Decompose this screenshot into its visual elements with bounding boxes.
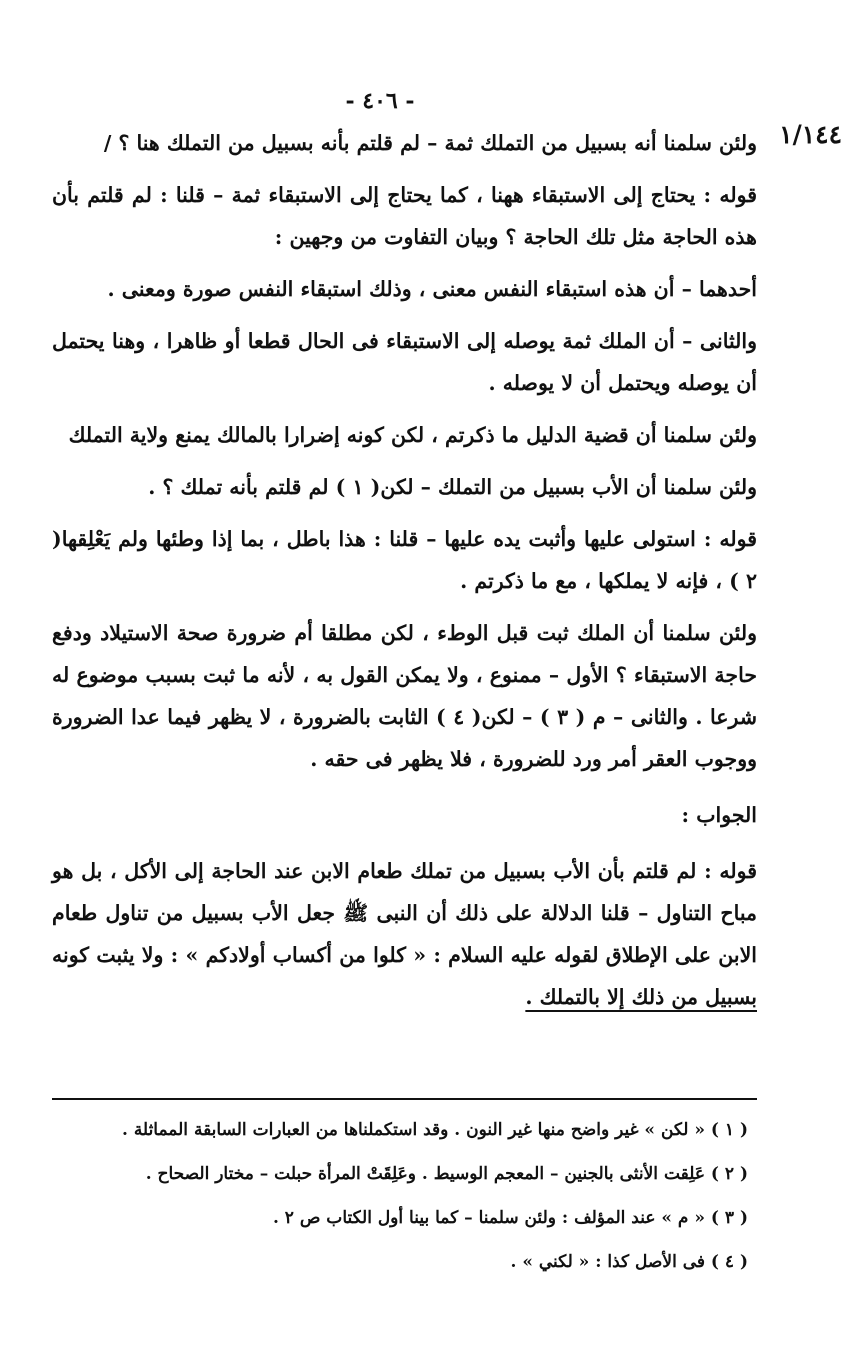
paragraph-3: أحدهما – أن هذه استبقاء النفس معنى ، وذلك استبقاء النفس صورة ومعنى . <box>107 277 757 301</box>
main-text <box>52 122 757 1018</box>
footnote-divider <box>52 1098 757 1100</box>
margin-reference: ١/١٤٤ <box>779 120 842 149</box>
page-number: - ٤٠٦ - <box>345 88 415 114</box>
answer-last-line: بسبيل من ذلك إلا بالتملك . <box>525 985 757 1009</box>
answer-paragraph <box>52 850 757 1018</box>
footnote-2: ( ٢ ) عَلِقت الأنثى بالجنين – المعجم الوسيط . وعَلِقَتْ المرأة حبلت – مختار الصحاح . <box>145 1164 748 1184</box>
answer-heading: الجواب : <box>681 803 757 827</box>
paragraph-2: قوله : يحتاج إلى الاستبقاء ههنا ، كما يحتاج إلى الاستبقاء ثمة – قلنا : لم قلتم بأن هذه الحاجة مثل تلك الحاجة ؟ وبيان التفاوت من وجهين : <box>52 183 757 249</box>
paragraph-4: والثانى – أن الملك ثمة يوصله إلى الاستبقاء فى الحال قطعا أو ظاهرا ، وهنا يحتمل أن يوصله ويحتمل أن لا يوصله . <box>52 329 757 395</box>
footnote-3: ( ٣ ) « م » عند المؤلف : ولئن سلمنا – كما بينا أول الكتاب ص ٢ . <box>272 1208 748 1228</box>
paragraph-8: ولئن سلمنا أن الملك ثبت قبل الوطء ، لكن مطلقا أم ضرورة صحة الاستيلاد ودفع حاجة الاستبقاء ؟ الأول – ممنوع ، ولا يمكن القول به ، لأنه ما ثبت بسبب موضوع له شرعا . والثانى – م ( ٣ ) – لكن( ٤ ) الثابت بالضرورة ، لا يظهر فيما عدا الضرورة ووجوب العقر أمر ورد للضرورة ، فلا يظهر فى حقه . <box>52 621 757 771</box>
paragraph-5: ولئن سلمنا أن قضية الدليل ما ذكرتم ، لكن كونه إضرارا بالمالك يمنع ولاية التملك <box>68 423 757 447</box>
footnotes <box>52 1108 752 1284</box>
paragraph-1: ولئن سلمنا أنه بسبيل من التملك ثمة – لم قلتم بأنه بسبيل من التملك هنا ؟ / <box>103 131 757 155</box>
footnote-4: ( ٤ ) فى الأصل كذا : « لكني » . <box>510 1252 748 1272</box>
answer-text: قوله : لم قلتم بأن الأب بسبيل من تملك طعام الابن عند الحاجة إلى الأكل ، بل هو مباح التناول – قلنا الدلالة على ذلك أن النبى ﷺ جعل الأب بسبيل من تناول طعام الابن على الإطلاق لقوله عليه السلام : « كلوا من أكساب أولادكم » : ولا يثبت كونه <box>52 859 757 967</box>
footnote-1: ( ١ ) « لكن » غير واضح منها غير النون . وقد استكملناها من العبارات السابقة المماثلة . <box>121 1120 748 1140</box>
paragraph-6: ولئن سلمنا أن الأب بسبيل من التملك – لكن( ١ ) لم قلتم بأنه تملك ؟ . <box>148 475 757 499</box>
paragraph-7: قوله : استولى عليها وأثبت يده عليها – قلنا : هذا باطل ، بما إذا وطئها ولم يَعْلِقها( ٢ ) ، فإنه لا يملكها ، مع ما ذكرتم . <box>52 527 757 593</box>
